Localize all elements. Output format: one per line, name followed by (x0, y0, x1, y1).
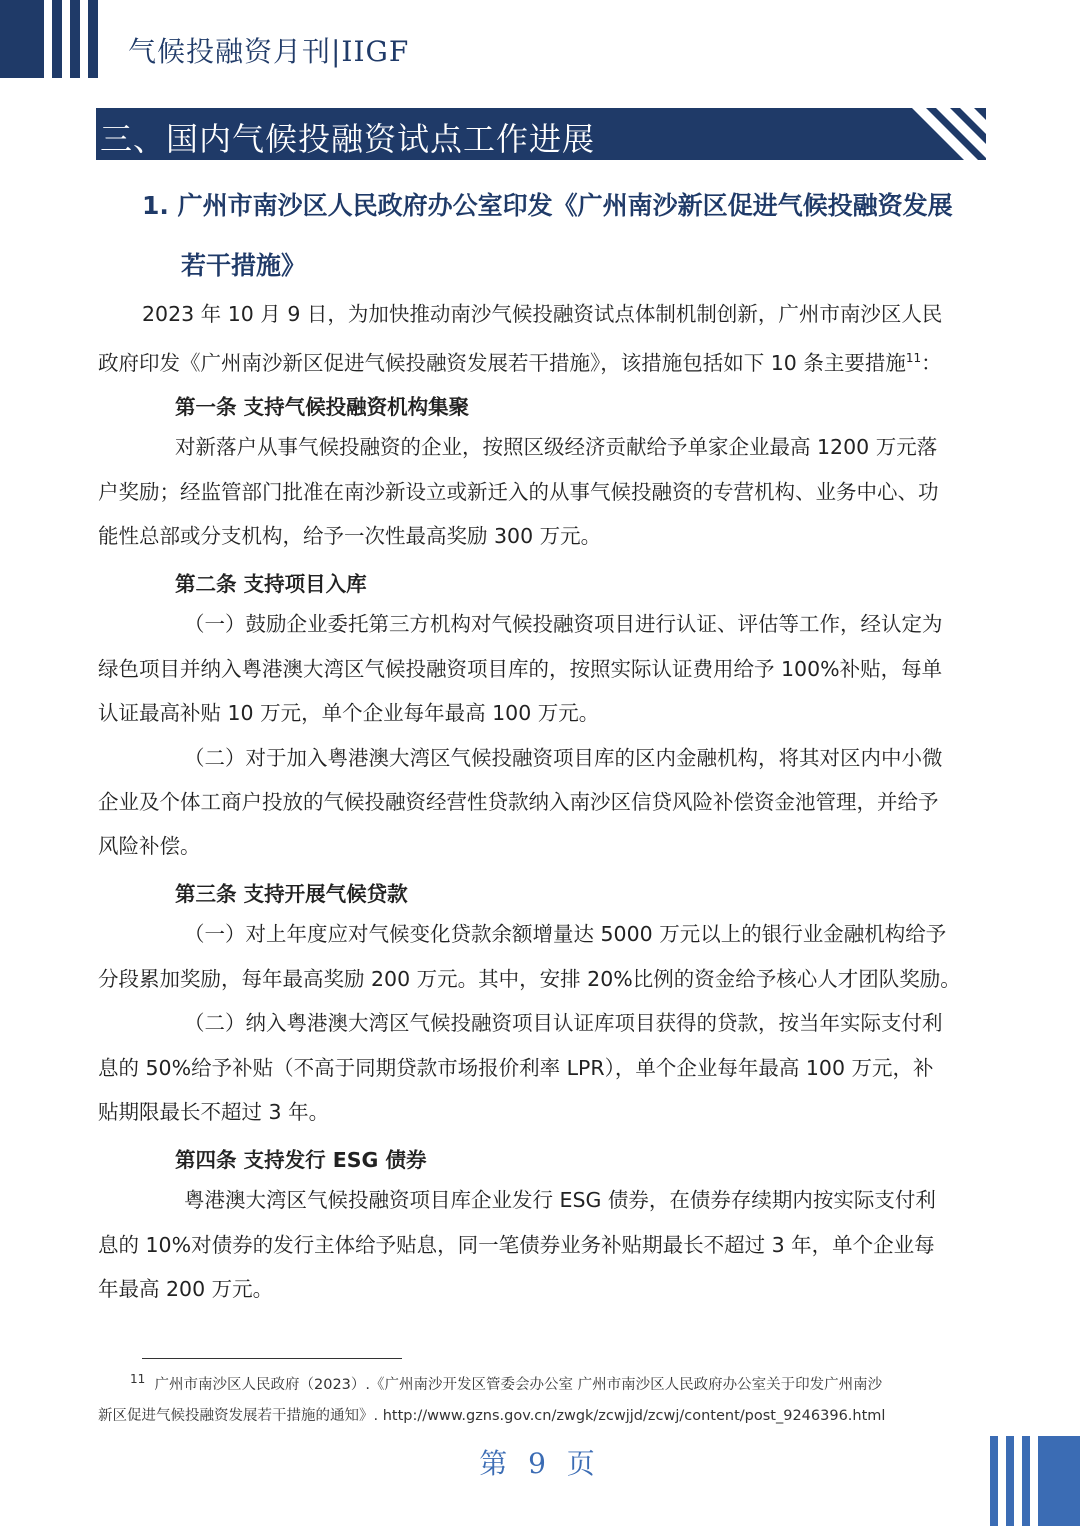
section-heading: 1. 广州市南沙区人民政府办公室印发《广州南沙新区促进气候投融资发展 (142, 191, 953, 220)
paragraph-line: （一）对上年度应对气候变化贷款余额增量达 5000 万元以上的银行业金融机构给予 (184, 922, 947, 946)
footnote-ref: 11 (905, 351, 922, 365)
article-1-title: 第一条 支持气候投融资机构集聚 (175, 395, 470, 419)
paragraph-line: 风险补偿。 (98, 834, 201, 858)
paragraph-line: 分段累加奖励，每年最高奖励 200 万元。其中，安排 20%比例的资金给予核心人才团队奖励。 (98, 967, 961, 991)
section-banner-title: 三、国内气候投融资试点工作进展 (100, 120, 596, 158)
paragraph-line: 年最高 200 万元。 (98, 1277, 274, 1301)
footnote-number: 11 (130, 1372, 146, 1386)
paragraph-line: 粤港澳大湾区气候投融资项目库企业发行 ESG 债券，在债券存续期内按实际支付利 (184, 1188, 936, 1212)
paragraph-line: 绿色项目并纳入粤港澳大湾区气候投融资项目库的，按照实际认证费用给予 100%补贴，每单 (98, 657, 943, 681)
paragraph-line: （二）纳入粤港澳大湾区气候投融资项目认证库项目获得的贷款，按当年实际支付利 (184, 1011, 943, 1035)
section-banner (96, 108, 986, 160)
footnote-line: $^{11}$ 广州市南沙区人民政府（2023）.《广州南沙开发区管委会办公室 广州市南沙区人民政府办公室关于印发广州南沙 (130, 1372, 883, 1393)
article-3-title: 第三条 支持开展气候贷款 (175, 882, 408, 906)
paragraph-line: 企业及个体工商户投放的气候投融资经营性贷款纳入南沙区信贷风险补偿资金池管理，并给予 (98, 790, 939, 814)
article-4-title: 第四条 支持发行 ESG 债券 (175, 1148, 427, 1172)
paragraph-line: 户奖励；经监管部门批准在南沙新设立或新迁入的从事气候投融资的专营机构、业务中心、功 (98, 480, 939, 504)
intro-line: 政府印发《广州南沙新区促进气候投融资发展若干措施》，该措施包括如下 10 条主要措施$^{11}$： (98, 350, 942, 375)
article-2-title: 第二条 支持项目入库 (175, 572, 367, 596)
footer-decoration-bars (990, 1436, 1080, 1526)
banner-stripes-icon (906, 108, 986, 160)
paragraph-line: 息的 50%给予补贴（不高于同期贷款市场报价利率 LPR），单个企业每年最高 100 万元，补 (98, 1056, 934, 1080)
page-number: 第 9 页 (479, 1447, 601, 1480)
paragraph-line: 贴期限最长不超过 3 年。 (98, 1100, 330, 1124)
intro-line: 2023 年 10 月 9 日，为加快推动南沙气候投融资试点体制机制创新，广州市南沙区人民 (142, 302, 943, 326)
footnote-line: 新区促进气候投融资发展若干措施的通知》. http://www.gzns.gov.cn/zwgk/zcwjjd/zcwj/content/post_9246396.html (98, 1408, 886, 1424)
paragraph-line: 息的 10%对债券的发行主体给予贴息，同一笔债券业务补贴期最长不超过 3 年，单个企业每 (98, 1233, 935, 1257)
footnote-separator (142, 1358, 402, 1359)
section-heading-cont: 若干措施》 (181, 251, 307, 280)
paragraph-line: （二）对于加入粤港澳大湾区气候投融资项目库的区内金融机构，将其对区内中小微 (184, 746, 943, 770)
paragraph-line: 能性总部或分支机构，给予一次性最高奖励 300 万元。 (98, 524, 602, 548)
paragraph-line: 认证最高补贴 10 万元，单个企业每年最高 100 万元。 (98, 701, 600, 725)
paragraph-line: （一）鼓励企业委托第三方机构对气候投融资项目进行认证、评估等工作，经认定为 (184, 612, 943, 636)
paragraph-line: 对新落户从事气候投融资的企业，按照区级经济贡献给予单家企业最高 1200 万元落 (175, 435, 938, 459)
journal-title: 气候投融资月刊|IIGF (128, 35, 410, 68)
